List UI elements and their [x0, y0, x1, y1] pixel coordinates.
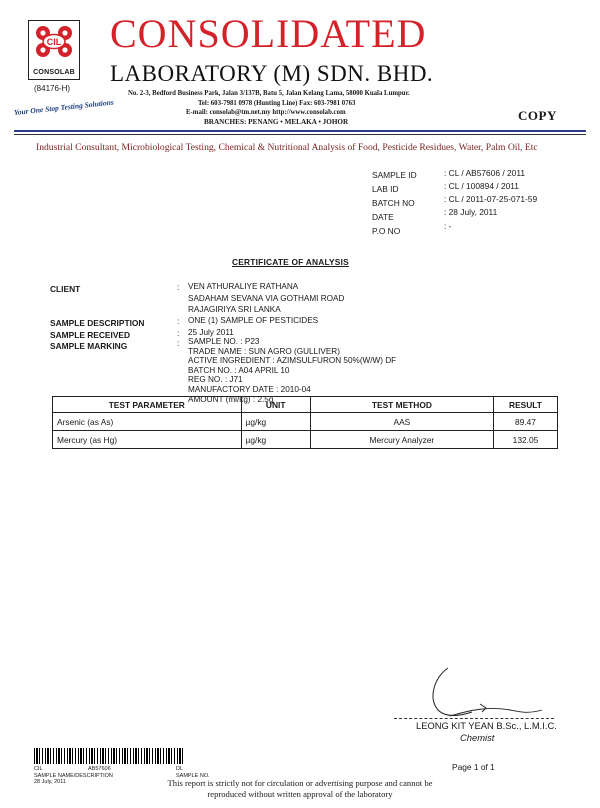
marking-amount: AMOUNT (ml/kg) : 2.5g: [188, 394, 274, 404]
company-branches: BRANCHES: PENANG • MELAKA • JOHOR: [204, 118, 349, 126]
client-label: CLIENT: [50, 284, 81, 294]
sample-description-label: SAMPLE DESCRIPTION: [50, 318, 145, 328]
services-line: Industrial Consultant, Microbiological Testing, Chemical & Nutritional Analysis of Food, Pesticide Residues, Water, Palm Oil, Etc: [36, 142, 538, 153]
sample-description-colon: :: [177, 316, 180, 326]
company-name: CONSOLIDATED: [110, 11, 427, 56]
client-line-1: VEN ATHURALIYE RATHANA: [188, 282, 299, 291]
header-divider-black: [14, 134, 586, 135]
sample-received-value: 25 July 2011: [188, 328, 234, 337]
row-2-method: Mercury Analyzer: [310, 431, 493, 449]
sample-marking-label: SAMPLE MARKING: [50, 341, 128, 351]
lab-id-label: LAB ID: [372, 184, 399, 194]
results-table: [52, 396, 558, 449]
company-subtitle: LABORATORY (M) SDN. BHD.: [110, 61, 434, 86]
logo-letters: CIL: [46, 37, 62, 47]
sample-received-label: SAMPLE RECEIVED: [50, 330, 131, 340]
row-1-parameter: Arsenic (as As): [53, 413, 242, 431]
marking-batch-no: BATCH NO. : A04 APRIL 10: [188, 365, 290, 375]
marking-sample-no: SAMPLE NO. : P23: [188, 337, 260, 346]
marking-manufactory-date: MANUFACTORY DATE : 2010-04: [188, 384, 311, 394]
marking-trade-name: TRADE NAME : SUN AGRO (GULLIVER): [188, 346, 340, 356]
signer-name: LEONG KIT YEAN B.Sc., L.M.I.C.: [416, 720, 557, 731]
tagline: Your One Stop Testing Solutions: [13, 97, 115, 117]
header-test-parameter: TEST PARAMETER: [53, 397, 242, 413]
client-line-3: RAJAGIRIYA SRI LANKA: [188, 305, 281, 314]
barcode: [34, 748, 184, 764]
batch-no-value: : CL / 2011-07-25-071-59: [444, 194, 538, 204]
row-1-result: 89.47: [493, 413, 557, 431]
sample-received-colon: :: [177, 328, 180, 338]
barcode-caption-left-line-2: SAMPLE NAME/DESCRIPTION: [34, 772, 113, 779]
client-colon: :: [177, 282, 180, 292]
row-2-unit: µg/kg: [241, 431, 310, 449]
barcode-caption-right-line-2: SAMPLE NO.: [176, 772, 210, 779]
row-2-parameter: Mercury (as Hg): [53, 431, 242, 449]
table-row: [53, 431, 558, 449]
marking-reg-no: REG NO. : J71: [188, 375, 243, 385]
cil-emblem-icon: [33, 24, 75, 58]
barcode-caption-right-line-1: DL: [176, 766, 184, 772]
sample-id-value: : CL / AB57606 / 2011: [444, 168, 526, 178]
copy-stamp: COPY: [518, 108, 557, 123]
header-divider-blue: [14, 130, 586, 132]
company-email: E-mail: consolab@tm.net.my http://www.consolab.com: [186, 109, 346, 116]
marking-active-ingredient: ACTIVE INGREDIENT : AZIMSULFURON 50%(W/W) DF: [188, 356, 397, 366]
po-no-value: : -: [444, 221, 452, 231]
sample-id-label: SAMPLE ID: [372, 170, 417, 180]
lab-id-value: : CL / 100894 / 2011: [444, 181, 519, 191]
date-value: : 28 July, 2011: [444, 207, 498, 217]
table-header-row: [53, 397, 558, 413]
company-phone: Tel: 603-7981 0978 (Hunting Line) Fax: 603-7981 0763: [198, 100, 356, 107]
sample-marking-colon: :: [177, 338, 180, 348]
barcode-caption-date: 28 July, 2011: [34, 779, 66, 785]
signer-title: Chemist: [460, 732, 495, 743]
table-row: [53, 413, 558, 431]
company-logo: [28, 20, 80, 80]
header-test-method: TEST METHOD: [310, 397, 493, 413]
handwritten-signature: [410, 660, 580, 722]
row-2-result: 132.05: [493, 431, 557, 449]
sample-description-value: ONE (1) SAMPLE OF PESTICIDES: [188, 316, 319, 325]
page-number: Page 1 of 1: [452, 762, 495, 772]
sample-marking-block: [188, 337, 396, 404]
header-unit: UNIT: [241, 397, 310, 413]
certificate-title: CERTIFICATE OF ANALYSIS: [232, 257, 349, 267]
barcode-caption-mid: AB57606: [88, 766, 111, 772]
company-address: No. 2-3, Bedford Business Park, Jalan 3/137B, Batu 5, Jalan Kelang Lama, 58000 Kuala Lumpur.: [128, 90, 410, 97]
client-line-2: SADAHAM SEVANA VIA GOTHAMI ROAD: [188, 294, 345, 303]
registration-number: (84176-H): [34, 84, 71, 93]
row-1-method: AAS: [310, 413, 493, 431]
header-result: RESULT: [493, 397, 557, 413]
po-no-label: P.O NO: [372, 226, 401, 236]
date-label: DATE: [372, 212, 394, 222]
signature-line: [394, 718, 554, 719]
batch-no-label: BATCH NO: [372, 198, 415, 208]
barcode-caption-left-line-1: CIL: [34, 766, 43, 772]
logo-name: CONSOLAB: [33, 69, 75, 76]
row-1-unit: µg/kg: [241, 413, 310, 431]
disclaimer: This report is strictly not for circulation or advertising purpose and cannot be reproduced without written approval of the laboratory: [167, 778, 433, 799]
